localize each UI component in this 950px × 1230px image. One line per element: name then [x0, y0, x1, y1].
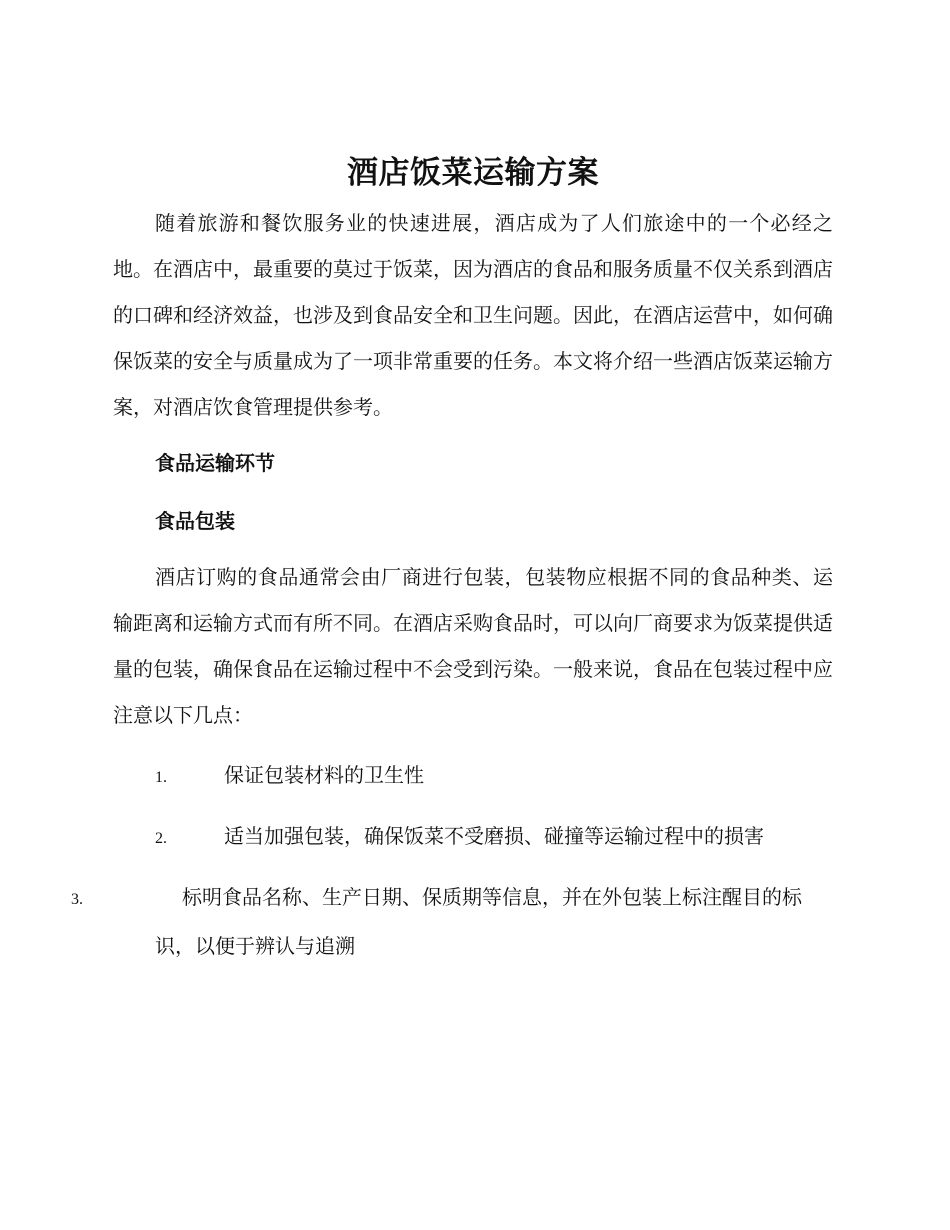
packaging-list	[71, 752, 833, 969]
list-item-number: 2.	[155, 830, 167, 847]
list-item	[71, 874, 833, 969]
list-item	[113, 752, 833, 801]
packaging-paragraph: 酒店订购的食品通常会由厂商进行包装，包装物应根据不同的食品种类、运输距离和运输方式而有所不同。在酒店采购食品时，可以向厂商要求为饭菜提供适量的包装，确保食品在运输过程中不会受到污染。一般来说，食品在包装过程中应注意以下几点：	[113, 565, 833, 727]
section-heading: 食品运输环节	[155, 451, 275, 475]
intro-paragraph: 随着旅游和餐饮服务业的快速进展，酒店成为了人们旅途中的一个必经之地。在酒店中，最重要的莫过于饭菜，因为酒店的食品和服务质量不仅关系到酒店的口碑和经济效益，也涉及到食品安全和卫生问题。因此，在酒店运营中，如何确保饭菜的安全与质量成为了一项非常重要的任务。本文将介绍一些酒店饭菜运输方案，对酒店饮食管理提供参考。	[113, 211, 833, 419]
list-item-text: 标明食品名称、生产日期、保质期等信息，并在外包装上标注醒目的标识，以便于辨认与追溯	[155, 885, 802, 958]
document-title: 酒店饭菜运输方案	[347, 155, 599, 191]
document-page	[71, 150, 833, 981]
list-item-text: 适当加强包装，确保饭菜不受磨损、碰撞等运输过程中的损害	[224, 824, 764, 848]
subsection-heading: 食品包装	[155, 509, 235, 533]
list-item-number: 3.	[71, 891, 83, 908]
list-item	[113, 813, 833, 862]
list-item-number: 1.	[155, 769, 167, 786]
list-item-text: 保证包装材料的卫生性	[224, 763, 424, 787]
